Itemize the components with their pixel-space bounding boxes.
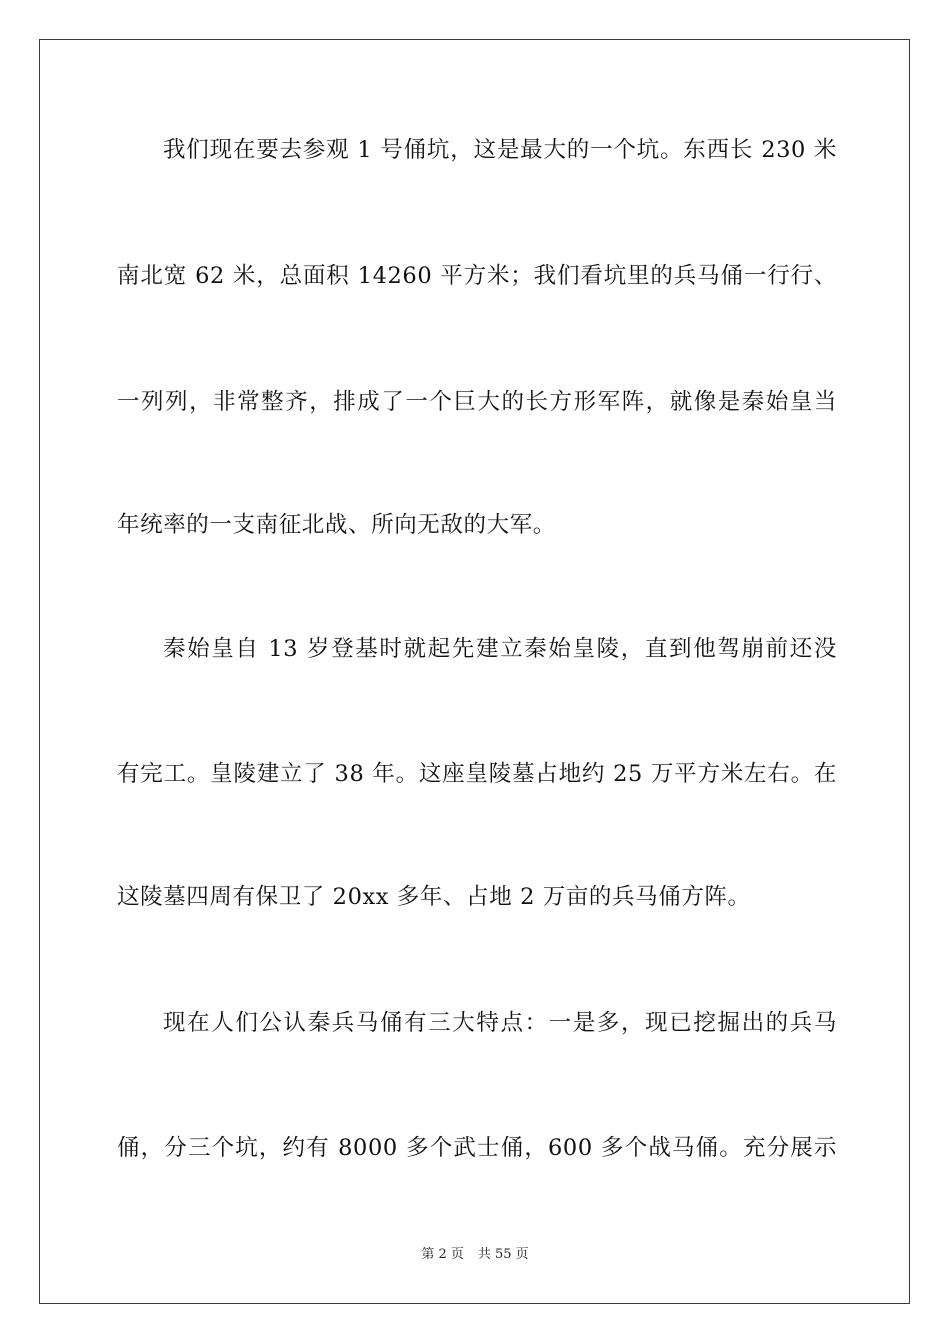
paragraph-2-line-3: 这陵墓四周有保卫了 20xx 多年、占地 2 万亩的兵马俑方阵。 bbox=[117, 884, 751, 910]
page-border bbox=[39, 39, 910, 1304]
paragraph-1-line-1: 我们现在要去参观 1 号俑坑，这是最大的一个坑。东西长 230 米 bbox=[163, 137, 837, 163]
page-total: 共 55 页 bbox=[477, 1247, 529, 1262]
paragraph-3-line-1: 现在人们公认秦兵马俑有三大特点：一是多，现已挖掘出的兵马 bbox=[163, 1010, 837, 1036]
paragraph-1-line-2: 南北宽 62 米，总面积 14260 平方米；我们看坑里的兵马俑一行行、 bbox=[117, 263, 837, 289]
paragraph-2-line-1: 秦始皇自 13 岁登基时就起先建立秦始皇陵，直到他驾崩前还没 bbox=[163, 636, 837, 662]
paragraph-3-line-2: 俑，分三个坑，约有 8000 多个武士俑，600 多个战马俑。充分展示 bbox=[117, 1135, 837, 1161]
page-footer bbox=[0, 1246, 950, 1264]
paragraph-2-line-2: 有完工。皇陵建立了 38 年。这座皇陵墓占地约 25 万平方米左右。在 bbox=[117, 761, 837, 787]
page-number: 第 2 页 bbox=[421, 1247, 464, 1262]
paragraph-1-line-3: 一列列，非常整齐，排成了一个巨大的长方形军阵，就像是秦始皇当 bbox=[117, 389, 837, 415]
paragraph-1-line-4: 年统率的一支南征北战、所向无敌的大军。 bbox=[117, 512, 556, 538]
